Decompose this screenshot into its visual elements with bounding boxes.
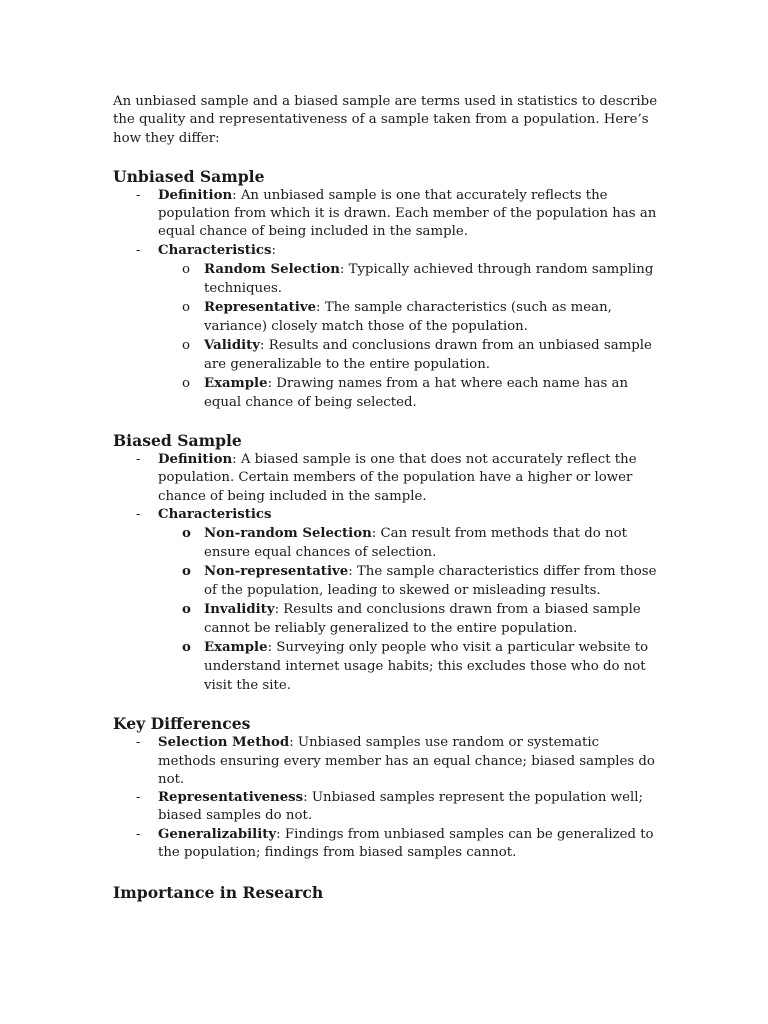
circle-marker: o bbox=[182, 338, 191, 354]
unbiased-list bbox=[113, 187, 658, 412]
circle-marker: o bbox=[182, 526, 191, 542]
list-item-selection-method: - Selection Method: Unbiased samples use random or systematic methods ensuring every member has an equal chance; biased samples do not. bbox=[136, 735, 655, 787]
dash-marker: - bbox=[136, 735, 141, 751]
dash-marker: - bbox=[136, 452, 141, 468]
definition-text: A biased sample is one that does not accurately reflect the population. Certain members of the population have a higher or lower chance of being included in the sample. bbox=[158, 452, 637, 504]
document-page bbox=[113, 93, 658, 903]
definition-text: An unbiased sample is one that accurately reflects the population from which it is drawn. Each member of the population has an equal chance of being included in the sample. bbox=[158, 187, 657, 240]
circle-marker: o bbox=[182, 300, 191, 316]
sub-item-random-selection: o Random Selection: Typically achieved through random sampling techniques. bbox=[182, 262, 654, 297]
list-item-definition: - Definition: An unbiased sample is one that accurately reflects the population from which it is drawn. Each member of the population has an equal chance of being included in the sample. bbox=[136, 187, 657, 240]
sub-item-validity: o Validity: Results and conclusions drawn from an unbiased sample are generalizable to the entire population. bbox=[182, 338, 652, 373]
circle-marker: o bbox=[182, 602, 191, 618]
heading-unbiased-sample: Unbiased Sample bbox=[113, 166, 265, 186]
sub-item-non-representative: o Non-representative: The sample characteristics differ from those of the population, leading to skewed or misleading results. bbox=[182, 564, 657, 599]
list-item-representativeness: - Representativeness: Unbiased samples represent the population well; biased samples do not. bbox=[136, 790, 643, 824]
heading-key-differences: Key Differences bbox=[113, 714, 251, 734]
dash-marker: - bbox=[136, 187, 141, 203]
dash-marker: - bbox=[136, 826, 141, 842]
term-definition: Definition bbox=[158, 187, 233, 203]
heading-importance-in-research: Importance in Research bbox=[113, 883, 324, 903]
key-differences-list bbox=[113, 734, 658, 862]
sub-item-representative: o Representative: The sample characteristics (such as mean, variance) closely match those of the population. bbox=[182, 300, 612, 335]
dash-marker: - bbox=[136, 790, 141, 806]
term-characteristics: Characteristics bbox=[158, 242, 272, 258]
list-item-definition: - Definition: A biased sample is one that does not accurately reflect the population. Certain members of the population have a higher or lower chance of being included in the sample. bbox=[136, 452, 637, 504]
heading-biased-sample: Biased Sample bbox=[113, 431, 242, 451]
sub-item-invalidity: o Invalidity: Results and conclusions drawn from a biased sample cannot be reliably generalized to the entire population. bbox=[182, 602, 641, 637]
circle-marker: o bbox=[182, 262, 191, 278]
sub-item-example: o Example: Drawing names from a hat where each name has an equal chance of being selected. bbox=[182, 376, 629, 411]
list-item-characteristics: - Characteristics: bbox=[113, 242, 658, 260]
list-item-characteristics bbox=[113, 506, 658, 524]
term-definition: Definition bbox=[158, 452, 233, 468]
list-item-generalizability: - Generalizability: Findings from unbiased samples can be generalized to the population; findings from biased samples cannot. bbox=[136, 826, 654, 861]
term-characteristics: Characteristics bbox=[158, 506, 272, 522]
sub-item-example: o Example: Surveying only people who visit a particular website to understand internet usage habits; this excludes those who do not visit the site. bbox=[182, 640, 649, 694]
intro-paragraph: An unbiased sample and a biased sample are terms used in statistics to describe the quality and representativeness of a sample taken from a population. Here’s how they differ: bbox=[113, 94, 658, 146]
circle-marker: o bbox=[182, 640, 191, 656]
sub-item-non-random-selection: o Non-random Selection: Can result from methods that do not ensure equal chances of selection. bbox=[182, 526, 627, 561]
circle-marker: o bbox=[182, 564, 191, 580]
dash-marker: - bbox=[136, 242, 141, 258]
biased-list bbox=[113, 451, 658, 695]
circle-marker: o bbox=[182, 376, 191, 392]
dash-marker: - bbox=[136, 506, 141, 522]
